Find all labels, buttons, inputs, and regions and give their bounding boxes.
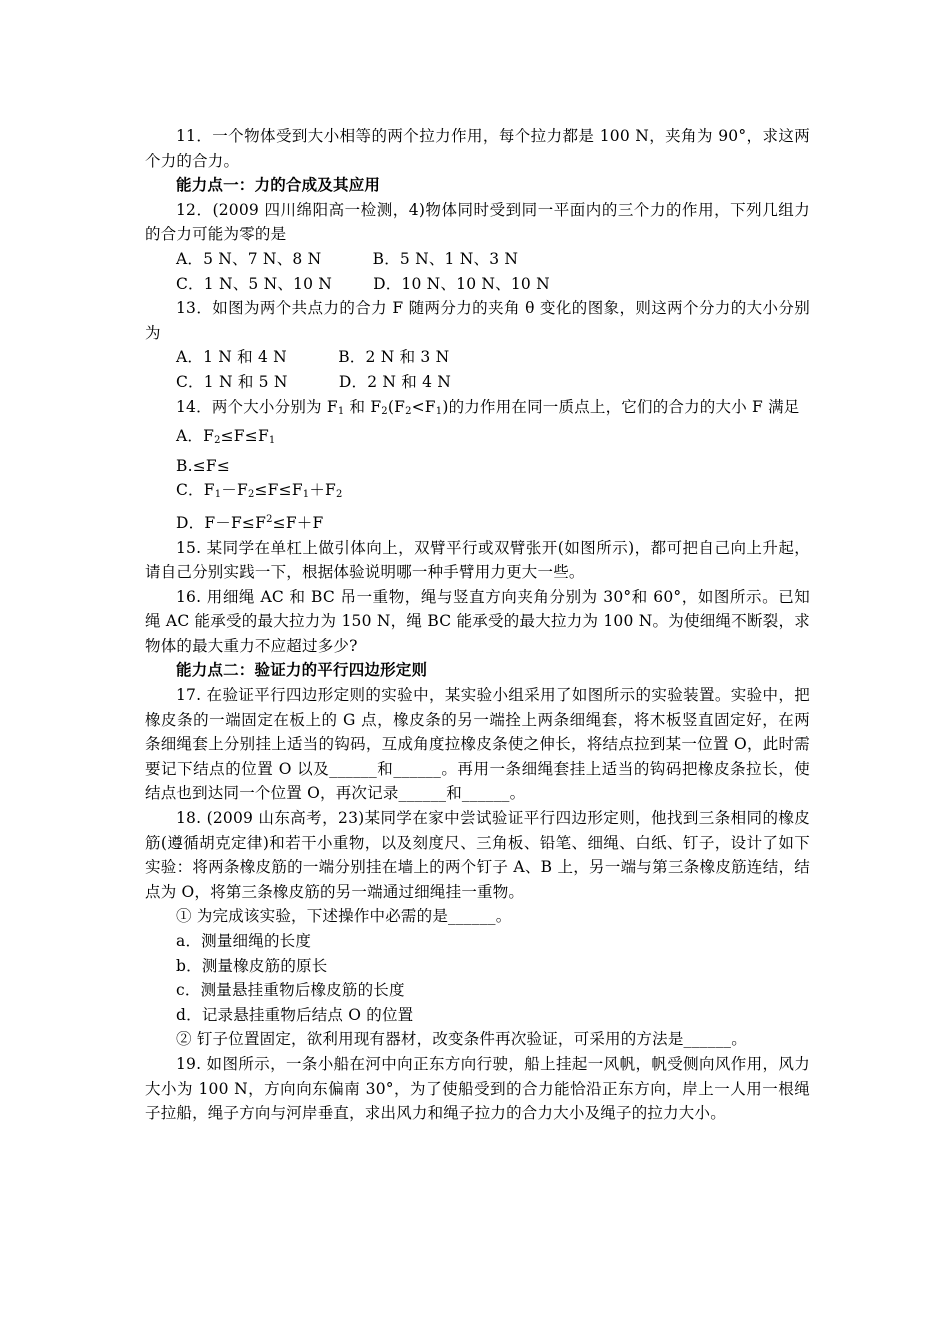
question-18-part-1: ① 为完成该实验，下述操作中必需的是______。: [176, 907, 512, 926]
question-17: 17. 在验证平行四边形定则的实验中，某实验小组采用了如图所示的实验装置。实验中，把橡皮条的一端固定在板上的 G 点，橡皮条的另一端拴上两条细绳套，将木板竖直固定好，在两条细绳套上分别挂上适当的钩码，互成角度拉橡皮条使之伸长，将结点拉到某一位置 O，此时需要记下结点的位置 O 以及______和______。再用一条细绳套挂上适当的钩码把橡皮条拉长，使结点也到达同一个位置 O，再次记录______和______。: [145, 686, 810, 803]
question-18: 18. (2009 山东高考，23)某同学在家中尝试验证平行四边形定则，他找到三条相同的橡皮筋(遵循胡克定律)和若干小重物，以及刻度尺、三角板、铅笔、细绳、白纸、钉子，设计了如下实验：将两条橡皮筋的一端分别挂在墙上的两个钉子 A、B 上，另一端与第三条橡皮筋连结，结点为 O，将第三条橡皮筋的另一端通过细绳挂一重物。: [145, 809, 810, 901]
question-18-option-b: b．测量橡皮筋的原长: [176, 956, 328, 975]
section-heading-2: 能力点二：验证力的平行四边形定则: [176, 660, 428, 680]
question-12-options-ab: A．5 N、7 N、8 N B．5 N、1 N、3 N: [176, 249, 519, 268]
question-15: 15. 某同学在单杠上做引体向上，双臂平行或双臂张开(如图所示)，都可把自己向上升起，请自己分别实践一下，根据体验说明哪一种手臂用力更大一些。: [145, 538, 810, 582]
section-heading-1: 能力点一：力的合成及其应用: [176, 175, 381, 195]
question-18-option-c: c．测量悬挂重物后橡皮筋的长度: [176, 981, 405, 1000]
question-16: 16. 用细绳 AC 和 BC 吊一重物，绳与竖直方向夹角分别为 30°和 60°，如图所示。已知绳 AC 能承受的最大拉力为 150 N，绳 BC 能承受的最大拉力为 100 N。为使细绳不断裂，求物体的最大重力不应超过多少?: [145, 587, 810, 655]
question-14-option-c: C．$F_1-F_2\le F\le F_1+F_2$: [176, 481, 343, 501]
question-14-option-a: A．$F_2\le F\le F_1$: [176, 427, 276, 447]
question-18-option-a: a．测量细绳的长度: [176, 932, 312, 950]
question-18-option-d: d．记录悬挂重物后结点 O 的位置: [176, 1005, 414, 1024]
question-14-option-b: B.≤F≤: [176, 456, 231, 475]
question-12-options-cd: C．1 N、5 N、10 N D．10 N、10 N、10 N: [176, 274, 550, 293]
question-14: 14．两个大小分别为 $F_1$ 和 $F_2(F_2<F_1)$的力作用在同一质点上，它们的合力的大小 F 满足: [176, 397, 800, 417]
question-12: 12．(2009 四川绵阳高一检测，4)物体同时受到同一平面内的三个力的作用，下列几组力的合力可能为零的是: [145, 200, 810, 244]
question-13: 13．如图为两个共点力的合力 F 随两分力的夹角 θ 变化的图象，则这两个分力的大小分别为: [145, 299, 810, 342]
question-11: 11．一个物体受到大小相等的两个拉力作用，每个拉力都是 100 N，夹角为 90°，求这两个力的合力。: [145, 127, 810, 170]
question-13-options-cd: C．1 N 和 5 N D．2 N 和 4 N: [176, 372, 452, 391]
question-18-part-2: ② 钉子位置固定，欲利用现有器材，改变条件再次验证，可采用的方法是______。: [176, 1030, 747, 1049]
question-19: 19. 如图所示，一条小船在河中向正东方向行驶，船上挂起一风帆，帆受侧向风作用，风力大小为 100 N，方向向东偏南 30°，为了使船受到的合力能恰沿正东方向，岸上一人用一根绳子拉船，绳子方向与河岸垂直，求出风力和绳子拉力的合力大小及绳子的拉力大小。: [145, 1054, 810, 1123]
document-page: [145, 124, 810, 1126]
question-13-options-ab: A．1 N 和 4 N B．2 N 和 3 N: [176, 348, 450, 367]
question-14-option-d: D．$F-F\le F^2\le F+F$: [176, 513, 324, 532]
